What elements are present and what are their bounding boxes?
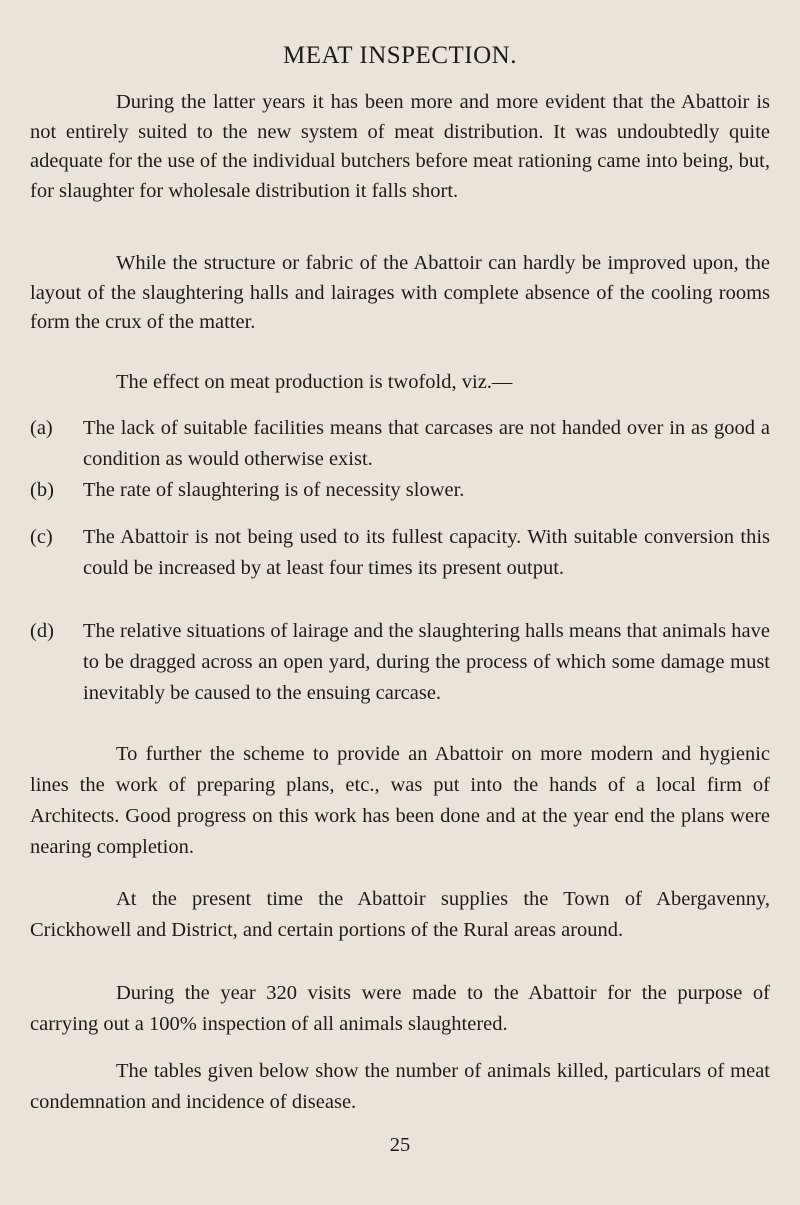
list-marker: (c) xyxy=(30,526,53,548)
list-item-text: The rate of slaughtering is of necessity slower. xyxy=(83,479,465,501)
list-item-d xyxy=(30,616,770,709)
list-item-c xyxy=(30,522,770,584)
list-item-text: The relative situations of lairage and the slaughtering halls means that animals have to be dragged across an open yard, during the process of which some damage must inevitably be caused to the ensuing carcase. xyxy=(83,620,770,704)
paragraph-tables-intro: The tables given below show the number of animals killed, particulars of meat condemnation and incidence of disease. xyxy=(30,1060,770,1113)
paragraph-architects: To further the scheme to provide an Abattoir on more modern and hygienic lines the work of preparing plans, etc., was put into the hands of a local firm of Architects. Good progress on this work has been done and at the year end the plans were nearing completion. xyxy=(30,743,770,858)
paragraph-inspection-visits: During the year 320 visits were made to the Abattoir for the purpose of carrying out a 100% inspection of all animals slaughtered. xyxy=(30,982,770,1035)
list-marker: (d) xyxy=(30,620,54,642)
list-item-text: The Abattoir is not being used to its fullest capacity. With suitable conversion this could be increased by at least four times its present output. xyxy=(83,526,770,579)
paragraph-effect-intro: The effect on meat production is twofold, viz.— xyxy=(116,371,513,393)
list-item-a xyxy=(30,413,770,475)
page-number: 25 xyxy=(389,1134,411,1156)
list-marker: (a) xyxy=(30,417,53,439)
paragraph-structure-layout: While the structure or fabric of the Abattoir can hardly be improved upon, the layout of the slaughtering halls and lairages with complete absence of the cooling rooms form the crux of the matter. xyxy=(30,252,770,333)
list-item-text: The lack of suitable facilities means that carcases are not handed over in as good a condition as would otherwise exist. xyxy=(83,417,770,470)
paragraph-abattoir-suitability: During the latter years it has been more and more evident that the Abattoir is not entirely suited to the new system of meat distribution. It was undoubtedly quite adequate for the use of the individual butchers before meat rationing came into being, but, for slaughter for wholesale distribution it falls short. xyxy=(30,91,770,202)
page-title: MEAT INSPECTION. xyxy=(283,42,517,69)
list-marker: (b) xyxy=(30,479,54,501)
list-item-b xyxy=(30,475,770,506)
paragraph-supply-area: At the present time the Abattoir supplies the Town of Abergavenny, Crickhowell and District, and certain portions of the Rural areas around. xyxy=(30,888,770,941)
